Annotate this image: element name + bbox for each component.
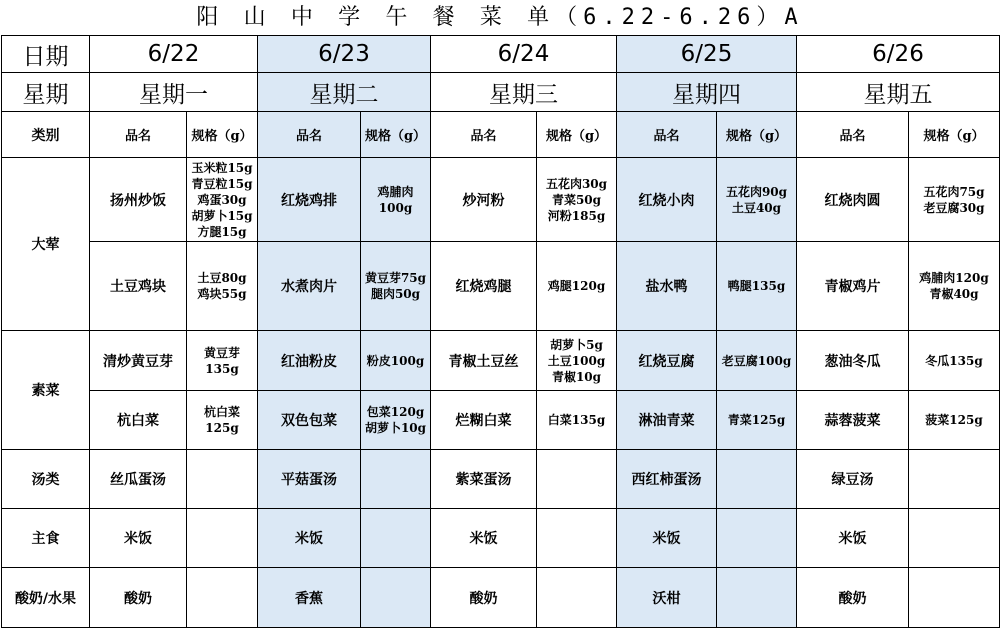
dish-name: 米饭 <box>617 509 717 568</box>
dish-name: 红烧小肉 <box>617 158 717 242</box>
weekday-cell: 星期三 <box>431 73 617 112</box>
dish-spec: 粉皮100g <box>361 331 431 391</box>
dish-spec: 包菜120g 胡萝卜10g <box>361 391 431 450</box>
dish-name: 丝瓜蛋汤 <box>90 450 187 509</box>
dish-name: 葱油冬瓜 <box>797 331 909 391</box>
date-cell: 6/24 <box>431 36 617 73</box>
dish-name: 紫菜蛋汤 <box>431 450 537 509</box>
weekday-cell: 星期五 <box>797 73 1000 112</box>
dish-spec: 黄豆芽75g 腿肉50g <box>361 242 431 331</box>
dish-name: 米饭 <box>431 509 537 568</box>
name-header: 品名 <box>617 112 717 158</box>
dish-name: 烂糊白菜 <box>431 391 537 450</box>
weekday-cell: 星期一 <box>90 73 258 112</box>
dish-name: 酸奶 <box>797 568 909 628</box>
dish-name: 沃柑 <box>617 568 717 628</box>
dish-spec-empty <box>361 450 431 509</box>
spec-header: 规格（g） <box>187 112 258 158</box>
dish-name: 淋油青菜 <box>617 391 717 450</box>
dish-spec-empty <box>537 509 617 568</box>
dish-spec: 老豆腐100g <box>717 331 797 391</box>
dish-spec-empty <box>537 568 617 628</box>
main-dish-row-1 <box>2 158 1000 242</box>
dish-spec: 土豆80g 鸡块55g <box>187 242 258 331</box>
dish-name: 红油粉皮 <box>258 331 361 391</box>
dish-spec: 杭白菜 125g <box>187 391 258 450</box>
dish-name: 米饭 <box>258 509 361 568</box>
dish-spec-empty <box>361 568 431 628</box>
category-main: 大荤 <box>2 158 90 331</box>
dish-spec: 白菜135g <box>537 391 617 450</box>
main-dish-row-2 <box>2 242 1000 331</box>
dish-spec-empty <box>717 509 797 568</box>
dish-name: 酸奶 <box>431 568 537 628</box>
dish-name: 香蕉 <box>258 568 361 628</box>
date-row <box>2 36 1000 73</box>
dish-spec-empty <box>909 568 1000 628</box>
weekday-cell: 星期四 <box>617 73 797 112</box>
dish-name: 清炒黄豆芽 <box>90 331 187 391</box>
dish-name: 青椒鸡片 <box>797 242 909 331</box>
dish-name: 土豆鸡块 <box>90 242 187 331</box>
category-staple: 主食 <box>2 509 90 568</box>
date-cell: 6/26 <box>797 36 1000 73</box>
dish-name: 红烧鸡排 <box>258 158 361 242</box>
dish-spec: 五花肉30g 青菜50g 河粉185g <box>537 158 617 242</box>
spec-header: 规格（g） <box>909 112 1000 158</box>
dish-spec: 鸡脯肉 100g <box>361 158 431 242</box>
weekday-row <box>2 73 1000 112</box>
name-header: 品名 <box>258 112 361 158</box>
dish-spec: 菠菜125g <box>909 391 1000 450</box>
dish-spec: 五花肉75g 老豆腐30g <box>909 158 1000 242</box>
spec-header: 规格（g） <box>537 112 617 158</box>
dish-name: 杭白菜 <box>90 391 187 450</box>
dish-spec-empty <box>187 450 258 509</box>
dish-spec: 鸭腿135g <box>717 242 797 331</box>
dish-name: 红烧鸡腿 <box>431 242 537 331</box>
date-cell: 6/25 <box>617 36 797 73</box>
dish-spec-empty <box>717 568 797 628</box>
spec-header: 规格（g） <box>361 112 431 158</box>
dish-name: 酸奶 <box>90 568 187 628</box>
column-header-row <box>2 112 1000 158</box>
staple-row <box>2 509 1000 568</box>
weekday-label: 星期 <box>2 73 90 112</box>
category-dessert: 酸奶/水果 <box>2 568 90 628</box>
name-header: 品名 <box>431 112 537 158</box>
dish-spec: 鸡腿120g <box>537 242 617 331</box>
dish-name: 双色包菜 <box>258 391 361 450</box>
dish-spec-empty <box>909 450 1000 509</box>
date-cell: 6/23 <box>258 36 431 73</box>
dish-name: 扬州炒饭 <box>90 158 187 242</box>
dish-spec-empty <box>717 450 797 509</box>
page-title: 阳 山 中 学 午 餐 菜 单（6.22-6.26）A <box>196 5 804 30</box>
dish-name: 青椒土豆丝 <box>431 331 537 391</box>
weekday-cell: 星期二 <box>258 73 431 112</box>
veg-row-2 <box>2 391 1000 450</box>
soup-row <box>2 450 1000 509</box>
dish-spec: 冬瓜135g <box>909 331 1000 391</box>
dish-name: 盐水鸭 <box>617 242 717 331</box>
dish-name: 绿豆汤 <box>797 450 909 509</box>
dish-name: 米饭 <box>797 509 909 568</box>
dish-name: 西红柿蛋汤 <box>617 450 717 509</box>
dish-name: 平菇蛋汤 <box>258 450 361 509</box>
dish-spec: 鸡脯肉120g 青椒40g <box>909 242 1000 331</box>
name-header: 品名 <box>90 112 187 158</box>
name-header: 品名 <box>797 112 909 158</box>
category-label: 类别 <box>2 112 90 158</box>
dish-spec: 胡萝卜5g 土豆100g 青椒10g <box>537 331 617 391</box>
dish-spec-empty <box>537 450 617 509</box>
date-label: 日期 <box>2 36 90 73</box>
dish-spec-empty <box>187 568 258 628</box>
dish-spec-empty <box>361 509 431 568</box>
dish-spec: 青菜125g <box>717 391 797 450</box>
dish-name: 红烧肉圆 <box>797 158 909 242</box>
dish-name: 蒜蓉菠菜 <box>797 391 909 450</box>
category-soup: 汤类 <box>2 450 90 509</box>
dish-name: 米饭 <box>90 509 187 568</box>
dish-spec: 黄豆芽 135g <box>187 331 258 391</box>
veg-row-1 <box>2 331 1000 391</box>
date-cell: 6/22 <box>90 36 258 73</box>
dish-spec: 玉米粒15g 青豆粒15g 鸡蛋30g 胡萝卜15g 方腿15g <box>187 158 258 242</box>
dish-name: 红烧豆腐 <box>617 331 717 391</box>
menu-table <box>1 35 1000 628</box>
spec-header: 规格（g） <box>717 112 797 158</box>
dish-name: 水煮肉片 <box>258 242 361 331</box>
dish-spec-empty <box>187 509 258 568</box>
dessert-row <box>2 568 1000 628</box>
dish-name: 炒河粉 <box>431 158 537 242</box>
category-veg: 素菜 <box>2 331 90 450</box>
dish-spec-empty <box>909 509 1000 568</box>
dish-spec: 五花肉90g 土豆40g <box>717 158 797 242</box>
